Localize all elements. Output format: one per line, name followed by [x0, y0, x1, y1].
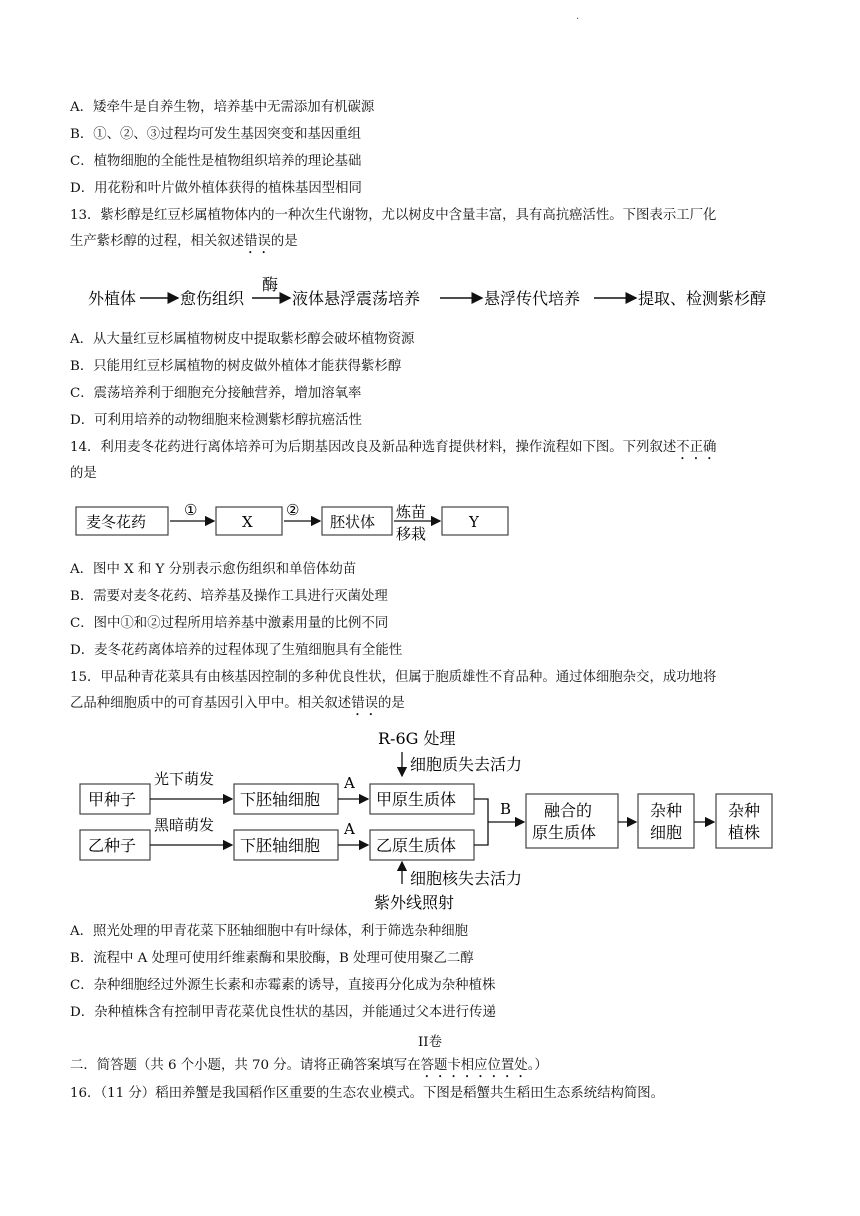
q13-flow-explant: 外植体 — [88, 289, 137, 308]
q14-option-a: A．图中 X 和 Y 分别表示愈伤组织和单倍体幼苗 — [70, 562, 357, 577]
q15-hypo-b-label: 下胚轴细胞 — [240, 836, 321, 855]
q14-option-d: D．麦冬花药离体培养的过程体现了生殖细胞具有全能性 — [70, 643, 403, 658]
q14-stem-text: 14．利用麦冬花药进行离体培养可为后期基因改良及新品种选育提供材料，操作流程如下图。下列叙述 — [70, 440, 677, 455]
q13-option-a: A．从大量红豆杉属植物树皮中提取紫杉醇会破坏植物资源 — [70, 332, 415, 347]
q15-light-label: 光下萌发 — [154, 770, 215, 788]
q15-stem-line1: 15．甲品种青花菜具有由核基因控制的多种优良性状，但属于胞质雄性不育品种。通过体细胞杂交，成功地将 — [70, 670, 717, 685]
q14-flow-diagram — [74, 497, 514, 545]
q13-emphasis: 错误 — [244, 234, 271, 249]
q14-step-3a: 炼苗 — [396, 503, 427, 521]
section2-emphasis: 答题卡相应位置处 — [420, 1058, 528, 1073]
q14-box-embryoid-label: 胚状体 — [330, 513, 376, 531]
q15-proto-b-label: 乙原生质体 — [376, 836, 457, 855]
header-mark: · — [576, 14, 580, 25]
q13-stem-line1: 13．紫杉醇是红豆杉属植物体内的一种次生代谢物，尤以树皮中含量丰富，具有高抗癌活性。下图表示工厂化 — [70, 208, 717, 223]
q14-emphasis: 不正确 — [676, 440, 717, 455]
q16-stem: 16．（11 分）稻田养蟹是我国稻作区重要的生态农业模式。下图是稻蟹共生稻田生态系统结构简图。 — [70, 1086, 665, 1101]
q15-nuc-inactive-label: 细胞核失去活力 — [410, 869, 523, 888]
q14-step-1: ① — [184, 501, 198, 519]
q15-fused-label-1: 融合的 — [544, 801, 593, 820]
q15-dark-label: 黑暗萌发 — [154, 816, 215, 834]
q13-option-b: B．只能用红豆杉属植物的树皮做外植体才能获得紫杉醇 — [70, 359, 402, 374]
q15-option-c: C．杂种细胞经过外源生长素和赤霉素的诱导，直接再分化成为杂种植株 — [70, 978, 496, 993]
section2-heading-text: 二．简答题（共 6 个小题，共 70 分。请将正确答案填写在 — [70, 1058, 421, 1073]
q15-option-d: D．杂种植株含有控制甲青花菜优良性状的基因，并能通过父本进行传递 — [70, 1005, 496, 1020]
q14-option-b: B．需要对麦冬花药、培养基及操作工具进行灭菌处理 — [70, 589, 388, 604]
volume-two-heading: II卷 — [418, 1035, 442, 1050]
q14-box-y-label: Y — [469, 513, 479, 531]
q15-proto-a-label: 甲原生质体 — [376, 790, 457, 809]
q15-hybrid-cell-label-2: 细胞 — [650, 823, 683, 842]
q13-stem-end: 的是 — [270, 234, 298, 249]
q15-stem-end: 的是 — [377, 696, 405, 711]
q14-box-anther-label: 麦冬花药 — [86, 513, 147, 531]
q13-stem-text: 生产紫杉醇的过程，相关叙述 — [70, 234, 245, 249]
q15-merge-bracket — [474, 799, 524, 845]
q14-stem-line2: 的是 — [70, 466, 97, 481]
q14-step-2: ② — [286, 501, 300, 519]
q12-option-a: A．矮牵牛是自养生物，培养基中无需添加有机碳源 — [70, 100, 375, 115]
q15-seed-b-label: 乙种子 — [88, 836, 137, 855]
q13-flow-enzyme: 酶 — [262, 275, 279, 294]
q12-option-c: C．植物细胞的全能性是植物组织培养的理论基础 — [70, 154, 362, 169]
section2-heading — [70, 1056, 548, 1081]
q15-seed-a-label: 甲种子 — [88, 790, 137, 809]
q15-emphasis: 错误 — [351, 696, 378, 711]
q15-step-a1: A — [344, 774, 355, 792]
q13-flow-callus: 愈伤组织 — [180, 289, 245, 308]
q14-step-3b: 移栽 — [396, 525, 427, 543]
q15-hypo-a-label: 下胚轴细胞 — [240, 790, 321, 809]
q12-option-b: B．①、②、③过程均可发生基因突变和基因重组 — [70, 127, 362, 142]
q13-flow-subculture: 悬浮传代培养 — [484, 289, 581, 308]
q15-uv-label: 紫外线照射 — [374, 893, 455, 912]
section2-heading-end: 。） — [527, 1058, 548, 1073]
q15-hybrid-plant-label-2: 植株 — [728, 823, 761, 842]
q14-option-c: C．图中①和②过程所用培养基中激素用量的比例不同 — [70, 616, 389, 631]
q13-option-d: D．可利用培养的动物细胞来检测紫杉醇抗癌活性 — [70, 413, 362, 428]
q15-option-b: B．流程中 A 处理可使用纤维素酶和果胶酶，B 处理可使用聚乙二醇 — [70, 951, 474, 966]
q15-step-b: B — [500, 800, 512, 818]
q15-stem-text: 乙品种细胞质中的可育基因引入甲中。相关叙述 — [70, 696, 352, 711]
q15-cyto-inactive-label: 细胞质失去活力 — [410, 755, 523, 774]
q13-stem-line2 — [70, 232, 298, 257]
q15-r6g-label: R-6G 处理 — [378, 729, 456, 748]
q15-option-a: A．照光处理的甲青花菜下胚轴细胞中有叶绿体，利于筛选杂种细胞 — [70, 924, 468, 939]
q13-flow-extract: 提取、检测紫杉醇 — [638, 289, 767, 308]
q13-flow-diagram — [80, 272, 800, 318]
q14-stem-line1 — [70, 438, 716, 463]
q14-box-x-label: X — [242, 513, 253, 531]
q15-fusion-diagram — [78, 722, 798, 914]
q15-hybrid-plant-label-1: 杂种 — [728, 801, 761, 820]
q15-stem-line2 — [70, 694, 405, 719]
q15-fused-label-2: 原生质体 — [532, 823, 597, 842]
q12-option-d: D．用花粉和叶片做外植体获得的植株基因型相同 — [70, 181, 362, 196]
q15-step-a2: A — [344, 820, 355, 838]
q15-hybrid-cell-label-1: 杂种 — [650, 801, 683, 820]
q13-flow-liquid-culture: 液体悬浮震荡培养 — [292, 289, 421, 308]
q13-option-c: C．震荡培养利于细胞充分接触营养，增加溶氧率 — [70, 386, 362, 401]
